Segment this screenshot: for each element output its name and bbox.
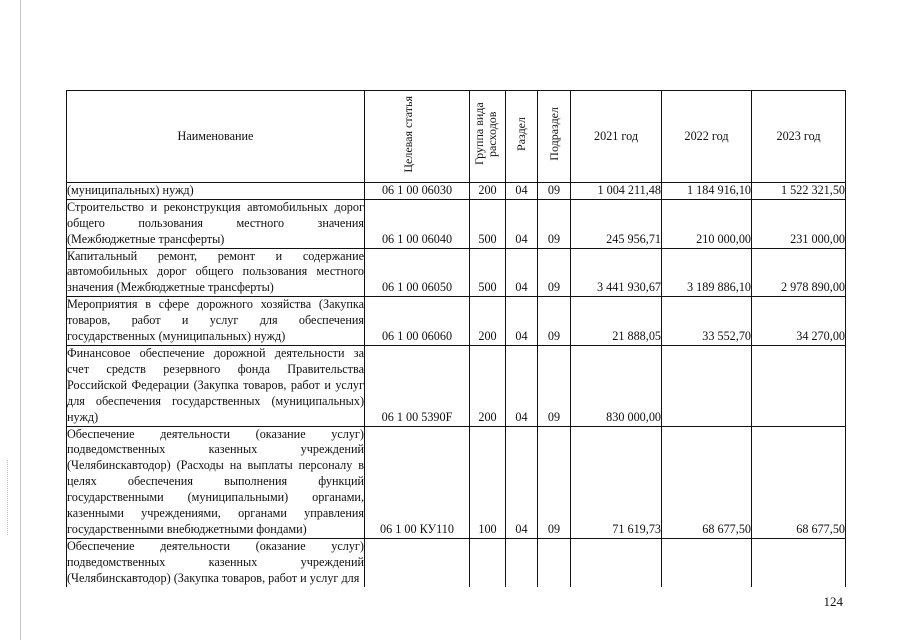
row-name: (муниципальных) нужд) xyxy=(67,182,365,199)
row-2023: 1 522 321,50 xyxy=(752,182,846,199)
row-section: 04 xyxy=(506,426,538,538)
header-subsection-label: Подраздел xyxy=(546,107,561,161)
row-2022: 3 189 886,10 xyxy=(662,248,752,297)
header-subsection xyxy=(538,91,571,183)
row-group: 200 xyxy=(470,345,506,426)
row-code: 06 1 00 06050 xyxy=(365,248,470,297)
header-group-label: Группа вида расходов xyxy=(471,102,499,166)
table-row xyxy=(67,426,846,538)
row-code: 06 1 00 06030 xyxy=(365,182,470,199)
table-header-row xyxy=(67,91,846,183)
row-subsection: 09 xyxy=(538,182,571,199)
row-code xyxy=(365,538,470,586)
table-row xyxy=(67,248,846,297)
header-section xyxy=(506,91,538,183)
row-code: 06 1 00 06060 xyxy=(365,297,470,346)
row-2022: 68 677,50 xyxy=(662,426,752,538)
row-name: Обеспечение деятельности (оказание услуг) подведомственных казенных учреждений (Челябинскавтодор) (Закупка товаров, работ и услуг для xyxy=(67,538,364,585)
row-code: 06 1 00 КУ110 xyxy=(365,426,470,538)
header-target-label: Целевая статья xyxy=(401,95,415,173)
budget-table xyxy=(66,90,846,587)
header-target xyxy=(365,91,470,183)
row-2022: 1 184 916,10 xyxy=(662,182,752,199)
row-subsection: 09 xyxy=(538,345,571,426)
row-2023 xyxy=(752,345,846,426)
row-2023 xyxy=(752,538,846,586)
row-section: 04 xyxy=(506,297,538,346)
row-2023: 68 677,50 xyxy=(752,426,846,538)
row-2023: 231 000,00 xyxy=(752,199,846,248)
row-group: 100 xyxy=(470,426,506,538)
row-2022 xyxy=(662,538,752,586)
table-row xyxy=(67,297,846,346)
row-2021: 3 441 930,67 xyxy=(571,248,662,297)
row-section: 04 xyxy=(506,248,538,297)
row-2021 xyxy=(571,538,662,586)
row-2022: 210 000,00 xyxy=(662,199,752,248)
row-subsection: 09 xyxy=(538,297,571,346)
row-2021: 21 888,05 xyxy=(571,297,662,346)
scan-edge-line xyxy=(20,0,21,640)
row-code: 06 1 00 5390F xyxy=(365,345,470,426)
row-name: Мероприятия в сфере дорожного хозяйства (Закупка товаров, работ и услуг для обеспечения государственных (муниципальных) нужд) xyxy=(67,297,365,346)
header-name: Наименование xyxy=(67,91,365,183)
header-2022: 2022 год xyxy=(662,91,752,183)
header-section-label: Раздел xyxy=(514,117,528,151)
row-2022: 33 552,70 xyxy=(662,297,752,346)
row-name: Строительство и реконструкция автомобильных дорог общего пользования местного значения (Межбюджетные трансферты) xyxy=(67,199,365,248)
scan-dotted-mark xyxy=(7,460,8,535)
row-2021: 830 000,00 xyxy=(571,345,662,426)
header-group xyxy=(470,91,506,183)
row-2023: 34 270,00 xyxy=(752,297,846,346)
row-section: 04 xyxy=(506,345,538,426)
row-name: Обеспечение деятельности (оказание услуг) подведомственных казенных учреждений (Челябинскавтодор) (Расходы на выплаты персоналу в целях обеспечения выполнения функций государственными (муниципальными) органами, казенными учреждениями, органами управления государственными внебюджетными фондами) xyxy=(67,426,365,538)
row-group: 500 xyxy=(470,199,506,248)
page-number: 124 xyxy=(823,594,843,609)
row-subsection: 09 xyxy=(538,199,571,248)
row-2022 xyxy=(662,345,752,426)
row-subsection: 09 xyxy=(538,426,571,538)
row-code: 06 1 00 06040 xyxy=(365,199,470,248)
table-row xyxy=(67,345,846,426)
row-subsection xyxy=(538,538,571,586)
row-group: 500 xyxy=(470,248,506,297)
table-row xyxy=(67,182,846,199)
row-section xyxy=(506,538,538,586)
row-name: Финансовое обеспечение дорожной деятельности за счет средств резервного фонда Правительства Российской Федерации (Закупка товаров, работ и услуг для обеспечения государственных (муниципальных) нужд) xyxy=(67,345,365,426)
header-2021: 2021 год xyxy=(571,91,662,183)
table-row xyxy=(67,199,846,248)
row-2021: 71 619,73 xyxy=(571,426,662,538)
table-row xyxy=(67,538,846,586)
row-section: 04 xyxy=(506,199,538,248)
row-2021: 1 004 211,48 xyxy=(571,182,662,199)
row-2023: 2 978 890,00 xyxy=(752,248,846,297)
row-name: Капитальный ремонт, ремонт и содержание автомобильных дорог общего пользования местного значения (Межбюджетные трансферты) xyxy=(67,248,365,297)
row-subsection: 09 xyxy=(538,248,571,297)
header-2023: 2023 год xyxy=(752,91,846,183)
row-group: 200 xyxy=(470,297,506,346)
row-group xyxy=(470,538,506,586)
row-2021: 245 956,71 xyxy=(571,199,662,248)
row-group: 200 xyxy=(470,182,506,199)
row-section: 04 xyxy=(506,182,538,199)
